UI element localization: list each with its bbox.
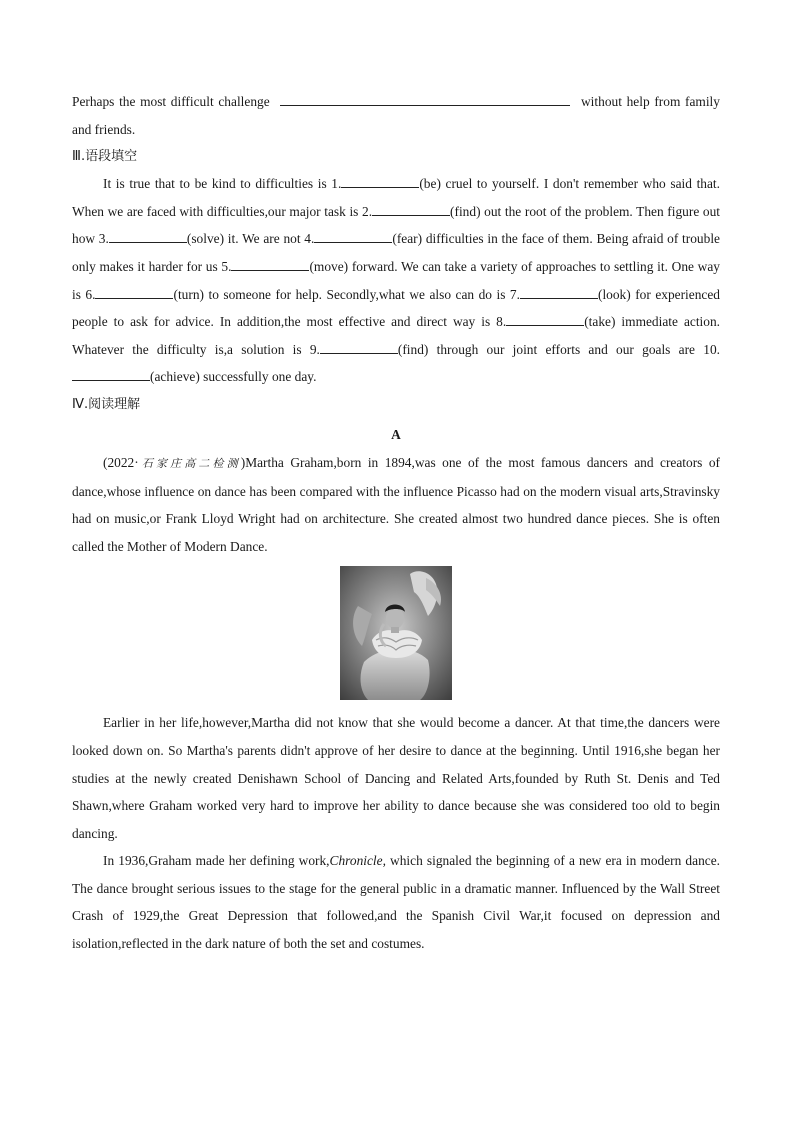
- intro-after: without help from family and friends.: [72, 94, 720, 137]
- paragraph-text: Martha Graham,born in 1894,was one of the most famous dancers and creators of dance,whose influence on dance has been compared with the influence Picasso had on the modern visual arts,Stravinsky had on music,or Frank Lloyd Wright had on architecture. She created almost two hundred dance pieces. She is often called the Mother of Modern Dance.: [72, 454, 721, 554]
- cloze-text: (find) out the root of the problem. Then figure out how 3.: [72, 203, 720, 247]
- blank-9[interactable]: [320, 340, 398, 354]
- dancer-photo: [340, 566, 452, 700]
- cloze-text: (fear) difficulties in the face of them. Being afraid of trouble only makes it harder for us 5.: [72, 231, 720, 274]
- cloze-text: (be) cruel to yourself. I don't remember who said that. When we are faced with difficulties,our major task is 2.: [72, 176, 720, 219]
- cloze-text: (take) immediate action. Whatever the difficulty is,a solution is 9.: [72, 314, 721, 357]
- section-4-heading: Ⅳ.阅读理解: [72, 396, 141, 412]
- answer-blank[interactable]: [280, 92, 570, 106]
- paragraph-text: which signaled the beginning of a new era in modern dance. The dance brought serious issues to the stage for the general public in a dramatic manner. Influenced by the Wall Street Crash of 1929,the Great Depression that followed,and the Spanish Civil War,it focused on depression and isolation,reflected in the dark nature of both the set and costumes.: [72, 853, 720, 952]
- cloze-text: (look) for experienced people to ask for advice. In addition,the most effective and direct way is 8.: [72, 286, 720, 330]
- cloze-passage: [72, 170, 720, 391]
- cloze-text: (solve) it. We are not 4.: [186, 231, 315, 247]
- intro-sentence: [72, 88, 720, 143]
- cloze-text: (turn) to someone for help. Secondly,what we also can do is 7.: [173, 286, 520, 302]
- source-open: (2022·: [103, 454, 139, 470]
- blank-10[interactable]: [72, 367, 150, 381]
- reading-paragraph-1: [72, 449, 720, 560]
- reading-paragraph-3: [72, 847, 720, 957]
- blank-6[interactable]: [95, 285, 173, 299]
- intro-before: Perhaps the most difficult challenge: [72, 94, 270, 109]
- paragraph-text: In 1936,Graham made her defining work,: [103, 853, 330, 869]
- source-close: ): [240, 454, 246, 470]
- cloze-text: (find) through our joint efforts and our goals are 10.: [397, 341, 720, 357]
- cloze-text: (move) forward. We can take a variety of approaches to settling it. One way is 6.: [72, 258, 720, 302]
- blank-7[interactable]: [520, 285, 598, 299]
- blank-5[interactable]: [231, 257, 309, 271]
- section-3-heading: Ⅲ.语段填空: [72, 149, 138, 165]
- cloze-text: It is true that to be kind to difficulties is 1.: [103, 176, 342, 192]
- blank-1[interactable]: [341, 174, 419, 188]
- reading-paragraph-2: Earlier in her life,however,Martha did not know that she would become a dancer. At that time,the dancers were looked down on. So Martha's parents didn't approve of her desire to dance at the beginning. Until 1916,she began her studies at the newly created Denishawn School of Dancing and Related Arts,founded by Ruth St. Denis and Ted Shawn,where Graham worked very hard to improve her ability to dance because she was considered too old to begin dancing.: [72, 715, 720, 841]
- cloze-text: (achieve) successfully one day.: [150, 369, 317, 385]
- blank-2[interactable]: [372, 202, 450, 216]
- document-page: [72, 88, 720, 958]
- work-title: Chronicle,: [329, 853, 386, 869]
- blank-4[interactable]: [314, 229, 392, 243]
- blank-8[interactable]: [506, 312, 584, 326]
- blank-3[interactable]: [109, 229, 187, 243]
- source-tag: 石家庄高二检测: [138, 456, 241, 470]
- passage-label: A: [391, 426, 401, 442]
